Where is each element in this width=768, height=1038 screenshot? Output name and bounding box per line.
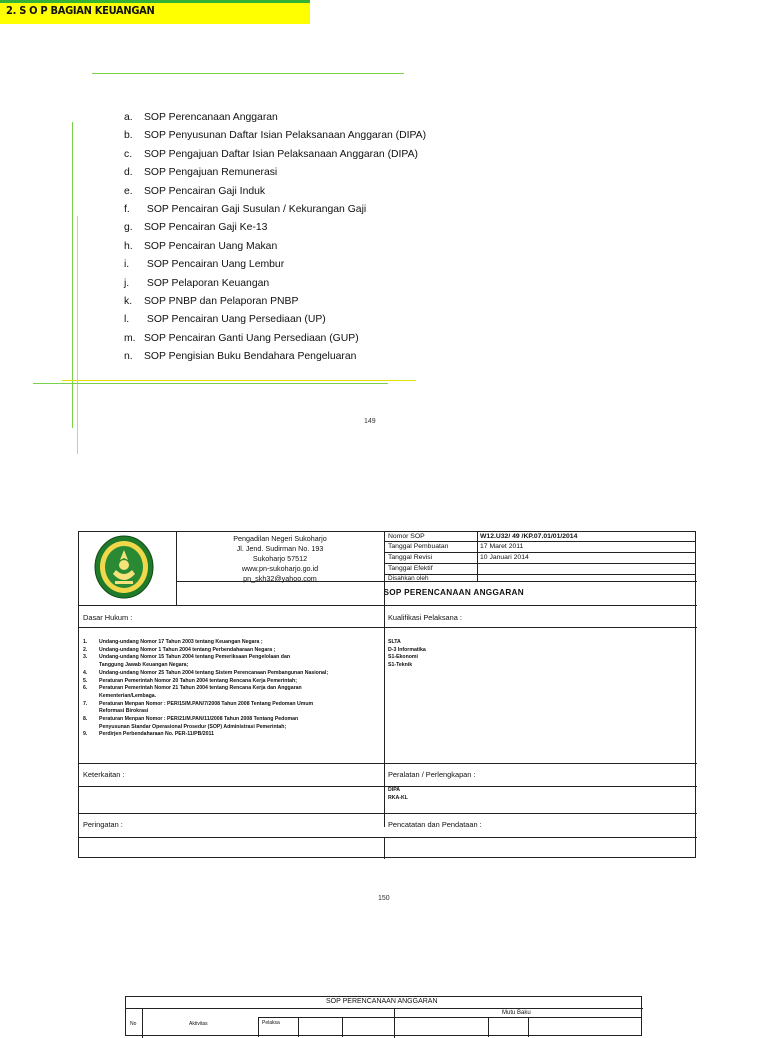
sop-list-letter: l. (124, 314, 130, 326)
sop-list-letter: k. (124, 295, 133, 307)
sop-list-item (124, 238, 426, 256)
dasar-hukum-item (83, 724, 381, 732)
sop-list-letter: c. (124, 148, 133, 160)
sop-list-letter: i. (124, 259, 130, 271)
sop-list-text: SOP PNBP dan Pelaporan PNBP (144, 295, 299, 307)
sop-list-item (124, 183, 426, 201)
dasar-hukum-item (83, 685, 381, 693)
dasar-hukum-text: Perdirjen Perbendaharaan No. PER-11/PB/2011 (99, 731, 215, 738)
sop-list-text: SOP Penyusunan Daftar Isian Pelaksanaan Anggaran (DIPA) (144, 130, 427, 142)
sop-list-text: SOP Perencanaan Anggaran (144, 112, 278, 123)
sop-list-item (124, 201, 426, 219)
sop-list-letter: j. (124, 277, 130, 289)
peralatan-list (388, 787, 408, 802)
kualifikasi-item: S1-Ekonomi (388, 654, 418, 661)
dasar-hukum-item (83, 701, 381, 709)
sop-list-item (124, 146, 426, 164)
sop-list-letter: e. (124, 185, 133, 197)
sop-list-text: SOP Pelaporan Keuangan (144, 277, 270, 289)
dasar-hukum-label: Dasar Hukum : (83, 613, 133, 622)
sop-list-letter: b. (124, 130, 133, 142)
kualifikasi-list (388, 639, 426, 670)
dasar-hukum-list (83, 639, 381, 739)
dasar-hukum-item (83, 678, 381, 686)
sop-list-text: SOP Pencairan Gaji Induk (144, 185, 266, 197)
dasar-hukum-item (83, 693, 381, 701)
sop-list-item (124, 109, 426, 127)
disahkan-label: Disahkan oleh (388, 575, 429, 582)
dasar-hukum-item (83, 731, 381, 739)
dasar-hukum-number: 6. (83, 685, 88, 692)
kualifikasi-item: S1-Teknik (388, 662, 413, 669)
crop-mark-horizontal (33, 383, 388, 384)
dasar-hukum-text: Undang-undang Nomor 17 Tahun 2003 tentang Keuangan Negara ; (99, 639, 263, 645)
dasar-hukum-item (83, 716, 381, 724)
dasar-hukum-text: Peraturan Menpan Nomor : PER/15/M.PAN/7/2008 Tahun 2008 Tentang Pedoman Umum (99, 700, 314, 707)
sop-list-item (124, 293, 426, 311)
revisi-label: Tanggal Revisi (388, 554, 433, 561)
kualifikasi-item: SLTA (388, 639, 401, 645)
dasar-hukum-number: 7. (83, 700, 88, 707)
dasar-hukum-item (83, 670, 381, 678)
dasar-hukum-item (83, 708, 381, 716)
dasar-hukum-number: 8. (83, 716, 88, 723)
dasar-hukum-number: 3. (83, 654, 88, 661)
dasar-hukum-text: Undang-undang Nomor 15 Tahun 2004 tentang Pemeriksaan Pengelolaan dan (99, 654, 291, 661)
sop-form-table (78, 531, 696, 858)
nomor-label: Nomor SOP (388, 533, 425, 540)
sop-list-item (124, 219, 426, 237)
dasar-hukum-text: Undang-undang Nomor 1 Tahun 2004 tentang Perbendaharaan Negara ; (99, 646, 276, 653)
peralatan-item: DIPA (388, 787, 401, 793)
peringatan-label: Peringatan : (83, 820, 123, 829)
sop-title: SOP PERENCANAAN ANGGARAN (383, 588, 524, 597)
sop-flow-table (125, 996, 642, 1036)
sop-list-item (124, 311, 426, 329)
pencatatan-label: Pencatatan dan Pendataan : (388, 820, 482, 829)
court-email: pn_skh32@yahoo.com (243, 574, 317, 583)
revisi-value: 10 Januari 2014 (480, 554, 529, 561)
dasar-hukum-text: Undang-undang Nomor 25 Tahun 2004 tentang Sistem Perencanaan Pembangunan Nasional; (99, 669, 329, 676)
dasar-hukum-item (83, 654, 381, 662)
pembuatan-value: 17 Maret 2011 (480, 543, 524, 550)
dasar-hukum-text: Reformasi Birokrasi (99, 708, 149, 715)
sop-list-letter: a. (124, 112, 133, 123)
sop-list-text: SOP Pencairan Uang Persediaan (UP) (144, 314, 326, 326)
table2-pelaksana: Pelaksa (262, 1020, 280, 1026)
sop-list-text: SOP Pencairan Uang Lembur (144, 259, 285, 271)
dasar-hukum-text: Tanggung Jawab Keuangan Negara; (99, 662, 189, 669)
page-number-149: 149 (364, 418, 376, 425)
peralatan-item: RKA-KL (388, 794, 408, 801)
crop-mark-horizontal-yellow (62, 380, 416, 381)
nomor-value: W12.U32/ 49 /KP.07.01/01/2014 (480, 533, 578, 540)
sop-list-item (124, 275, 426, 293)
table2-aktivitas: Aktivitas (189, 1021, 208, 1027)
header-top-line (92, 73, 404, 74)
crop-mark-vertical-yellow (77, 216, 78, 454)
dasar-hukum-item (83, 662, 381, 670)
court-name: Pengadilan Negeri Sukoharjo (233, 534, 327, 543)
sop-list-text: SOP Pencairan Gaji Susulan / Kekurangan Gaji (144, 203, 367, 215)
efektif-label: Tanggal Efektif (388, 565, 433, 572)
sop-list-item (124, 330, 426, 348)
pembuatan-label: Tanggal Pembuatan (388, 543, 449, 550)
court-address: Jl. Jend. Sudirman No. 193 (236, 544, 324, 553)
sop-list-text: SOP Pengajuan Remunerasi (144, 167, 278, 179)
dasar-hukum-number: 1. (83, 639, 88, 645)
dasar-hukum-text: Kementerian/Lembaga. (99, 692, 157, 699)
sop-list-letter: n. (124, 351, 133, 363)
dasar-hukum-number: 9. (83, 731, 88, 738)
court-seal-logo (93, 534, 155, 600)
sop-list-text: SOP Pencairan Gaji Ke-13 (144, 222, 268, 234)
sop-list-letter: h. (124, 240, 133, 252)
dasar-hukum-item (83, 639, 381, 647)
sop-list-text: SOP Pencairan Ganti Uang Persediaan (GUP) (144, 332, 359, 344)
sop-list-letter: g. (124, 222, 133, 234)
dasar-hukum-text: Peraturan Pemerintah Nomor 21 Tahun 2004 tentang Rencana Kerja dan Anggaran (99, 685, 302, 692)
table2-no: No (130, 1021, 137, 1027)
sop-list-item (124, 348, 426, 366)
dasar-hukum-number: 4. (83, 669, 88, 676)
sop-list-item (124, 164, 426, 182)
dasar-hukum-text: Peraturan Pemerintah Nomor 20 Tahun 2004 tentang Rencana Kerja Pemerintah; (99, 677, 297, 684)
table2-title: SOP PERENCANAAN ANGGARAN (326, 998, 438, 1005)
page-number-150: 150 (378, 895, 390, 902)
section-header (0, 0, 310, 24)
dasar-hukum-number: 5. (83, 677, 88, 684)
dasar-hukum-text: Penyusunan Standar Operasional Prosedur (SOP) Administrasi Pemerintah; (99, 723, 287, 730)
court-website: www.pn-sukoharjo.go.id (241, 564, 319, 573)
table2-mutu-baku: Mutu Baku (502, 1010, 531, 1016)
sop-list-item (124, 256, 426, 274)
sop-list-letter: m. (124, 332, 136, 344)
sop-list-text: SOP Pengajuan Daftar Isian Pelaksanaan Anggaran (DIPA) (144, 148, 418, 160)
sop-list-item (124, 127, 426, 145)
court-city: Sukoharjo 57512 (252, 554, 308, 563)
sop-list-text: SOP Pencairan Uang Makan (144, 240, 278, 252)
sop-list-letter: f. (124, 203, 130, 215)
dasar-hukum-item (83, 647, 381, 655)
sop-list-letter: d. (124, 167, 133, 179)
sop-list-text: SOP Pengisian Buku Bendahara Pengeluaran (144, 351, 357, 363)
section-title: 2. S O P BAGIAN KEUANGAN (6, 4, 155, 17)
dasar-hukum-text: Peraturan Menpan Nomor : PER/21/M.PAN/11/2008 Tahun 2008 Tentang Pedoman (99, 716, 299, 723)
peralatan-label: Peralatan / Perlengkapan : (388, 770, 476, 779)
kualifikasi-label: Kualifikasi Pelaksana : (388, 613, 462, 622)
sop-list (124, 109, 426, 366)
keterkaitan-label: Keterkaitan : (83, 770, 125, 779)
kualifikasi-item: D-3 Informatika (388, 646, 426, 653)
dasar-hukum-number: 2. (83, 646, 88, 653)
